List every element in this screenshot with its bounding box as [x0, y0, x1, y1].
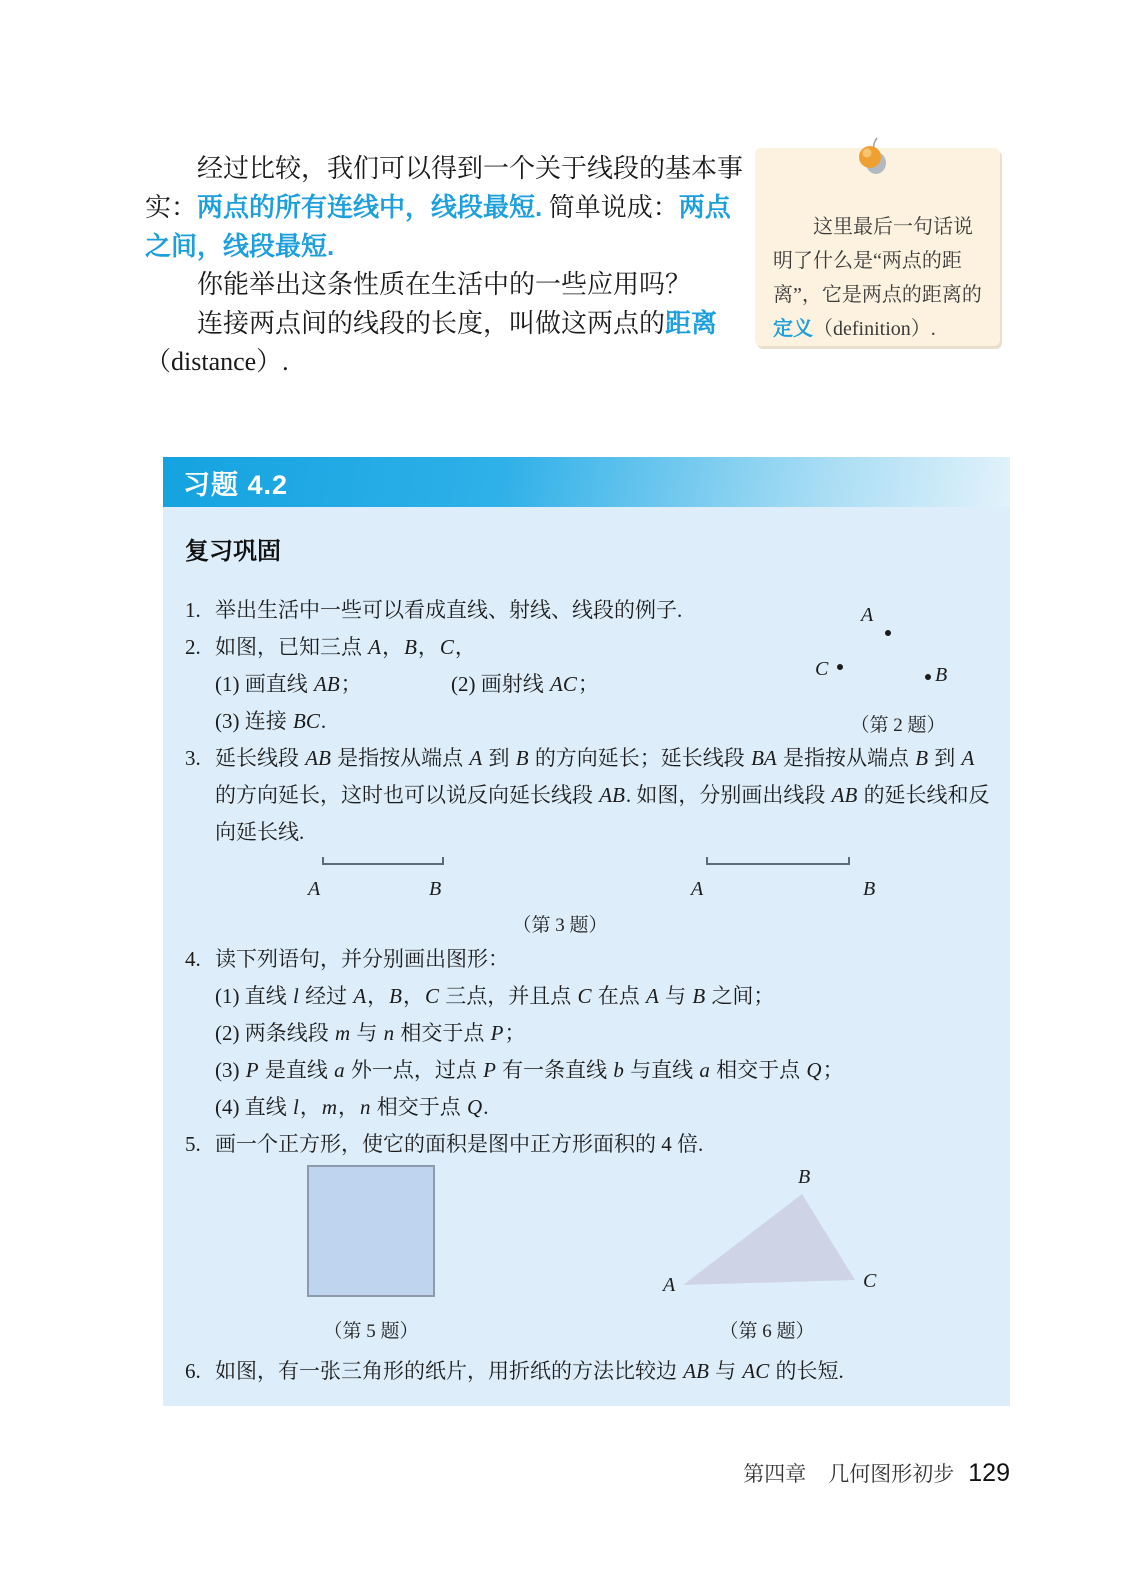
triangle-label-b: B: [798, 1166, 811, 1188]
problem-6-text: 如图，有一张三角形的纸片，用折纸的方法比较边 AB 与 AC 的长短.: [215, 1359, 844, 1383]
segment-ab-right: [706, 863, 850, 865]
intro-paragraph-3: [145, 304, 743, 381]
problem-2-sub-2: (2) 画射线 AC；: [451, 672, 599, 696]
margin-note: [755, 148, 1000, 346]
exercise-title: 习题 4.2: [183, 469, 289, 500]
exercise-header-bar: [163, 457, 1010, 507]
point-dot-c: [837, 664, 843, 670]
problem-5-number: 5.: [185, 1132, 201, 1156]
intro-p3-emphasis: 距离: [665, 308, 718, 338]
problem-1-number: 1.: [185, 598, 201, 622]
footer-section: 几何图形初步: [828, 1462, 955, 1486]
segment-ab-left: [322, 863, 444, 865]
segment-right-label-b: B: [863, 878, 876, 900]
intro-p1-text-2: 简单说成：: [542, 193, 679, 222]
figure-5-caption: （第 5 题）: [323, 1321, 419, 1342]
triangle-label-c: C: [863, 1270, 877, 1292]
problem-2-text: 如图，已知三点 A，B，C，: [215, 635, 476, 659]
note-text-1: 这里最后一句话说明了什么是“两点的距离”，它是两点的距离的: [773, 216, 982, 306]
intro-p3-text-2: （distance）.: [145, 347, 289, 376]
problem-5: [185, 1126, 990, 1163]
intro-paragraph-2: 你能举出这条性质在生活中的一些应用吗？: [197, 270, 692, 299]
problem-4-sub-2: (2) 两条线段 m 与 n 相交于点 P；: [215, 1021, 526, 1045]
point-label-c: C: [815, 658, 829, 680]
figure-6-caption: （第 6 题）: [719, 1321, 815, 1342]
square-figure: [307, 1165, 435, 1297]
problem-3-number: 3.: [185, 746, 201, 770]
problem-2-sub-3: (3) 连接 BC.: [215, 709, 327, 733]
segment-left-label-b: B: [429, 878, 442, 900]
problem-4-text: 读下列语句，并分别画出图形：: [215, 947, 509, 971]
problem-3: [185, 740, 990, 851]
problem-2-sub-1: (1) 画直线 AB；: [215, 672, 362, 696]
figures-5-and-6: [185, 1163, 990, 1353]
note-emphasis-definition: 定义: [773, 318, 813, 340]
margin-note-text: [773, 210, 982, 346]
problem-5-text: 画一个正方形，使它的面积是图中正方形面积的 4 倍.: [215, 1132, 704, 1156]
exercise-body: [163, 507, 1010, 1406]
problem-6: [185, 1353, 990, 1390]
problem-6-number: 6.: [185, 1359, 201, 1383]
point-label-a: A: [861, 604, 874, 626]
figure-2-caption: （第 2 题）: [850, 715, 946, 736]
problem-4-sub-4: (4) 直线 l，m，n 相交于点 Q.: [215, 1095, 489, 1119]
segment-left-label-a: A: [308, 878, 321, 900]
page-footer: [0, 1458, 1125, 1488]
problem-4-sub-1: (1) 直线 l 经过 A，B，C 三点，并且点 C 在点 A 与 B 之间；: [215, 984, 775, 1008]
intro-p3-text-1: 连接两点间的线段的长度，叫做这两点的: [197, 309, 666, 338]
note-text-2: （definition）.: [813, 318, 936, 340]
figure-problem-3: [185, 855, 990, 911]
intro-section: [0, 0, 1125, 381]
exercise-panel: [163, 457, 1010, 1406]
pushpin-icon: [853, 136, 893, 182]
segment-right-label-a: A: [691, 878, 704, 900]
problem-1-text: 举出生活中一些可以看成直线、射线、线段的例子.: [215, 598, 683, 622]
problem-4-number: 4.: [185, 947, 201, 971]
point-label-b: B: [935, 664, 948, 686]
footer-chapter: 第四章: [743, 1462, 807, 1486]
point-dot-b: [925, 674, 931, 680]
footer-page-number: 129: [968, 1459, 1010, 1487]
problem-4-sub-3: (3) P 是直线 a 外一点，过点 P 有一条直线 b 与直线 a 相交于点 Q；: [215, 1058, 844, 1082]
figure-3-caption: （第 3 题）: [512, 915, 608, 936]
intro-p1-text-1: 经过比较，我们可以得到一个关于线段的基本事实：: [145, 154, 744, 222]
review-heading: 复习巩固: [185, 538, 281, 565]
intro-text-block: [145, 150, 743, 381]
point-dot-a: [885, 630, 891, 636]
problem-2-number: 2.: [185, 635, 201, 659]
problem-4: [185, 941, 990, 978]
triangle-figure: [655, 1163, 890, 1303]
triangle-label-a: A: [663, 1274, 676, 1296]
problem-3-text: 延长线段 AB 是指按从端点 A 到 B 的方向延长；延长线段 BA 是指按从端点 B 到 A 的方向延长，这时也可以说反向延长线段 AB. 如图，分别画出线段 AB 的延长线和反向延长线.: [215, 746, 990, 844]
figure-problem-2: [803, 602, 993, 737]
intro-p1-emphasis-2: 两点之间，线段最短.: [145, 192, 731, 261]
intro-p1-emphasis-1: 两点的所有连线中，线段最短.: [197, 192, 543, 222]
intro-paragraph-1: [145, 150, 743, 266]
